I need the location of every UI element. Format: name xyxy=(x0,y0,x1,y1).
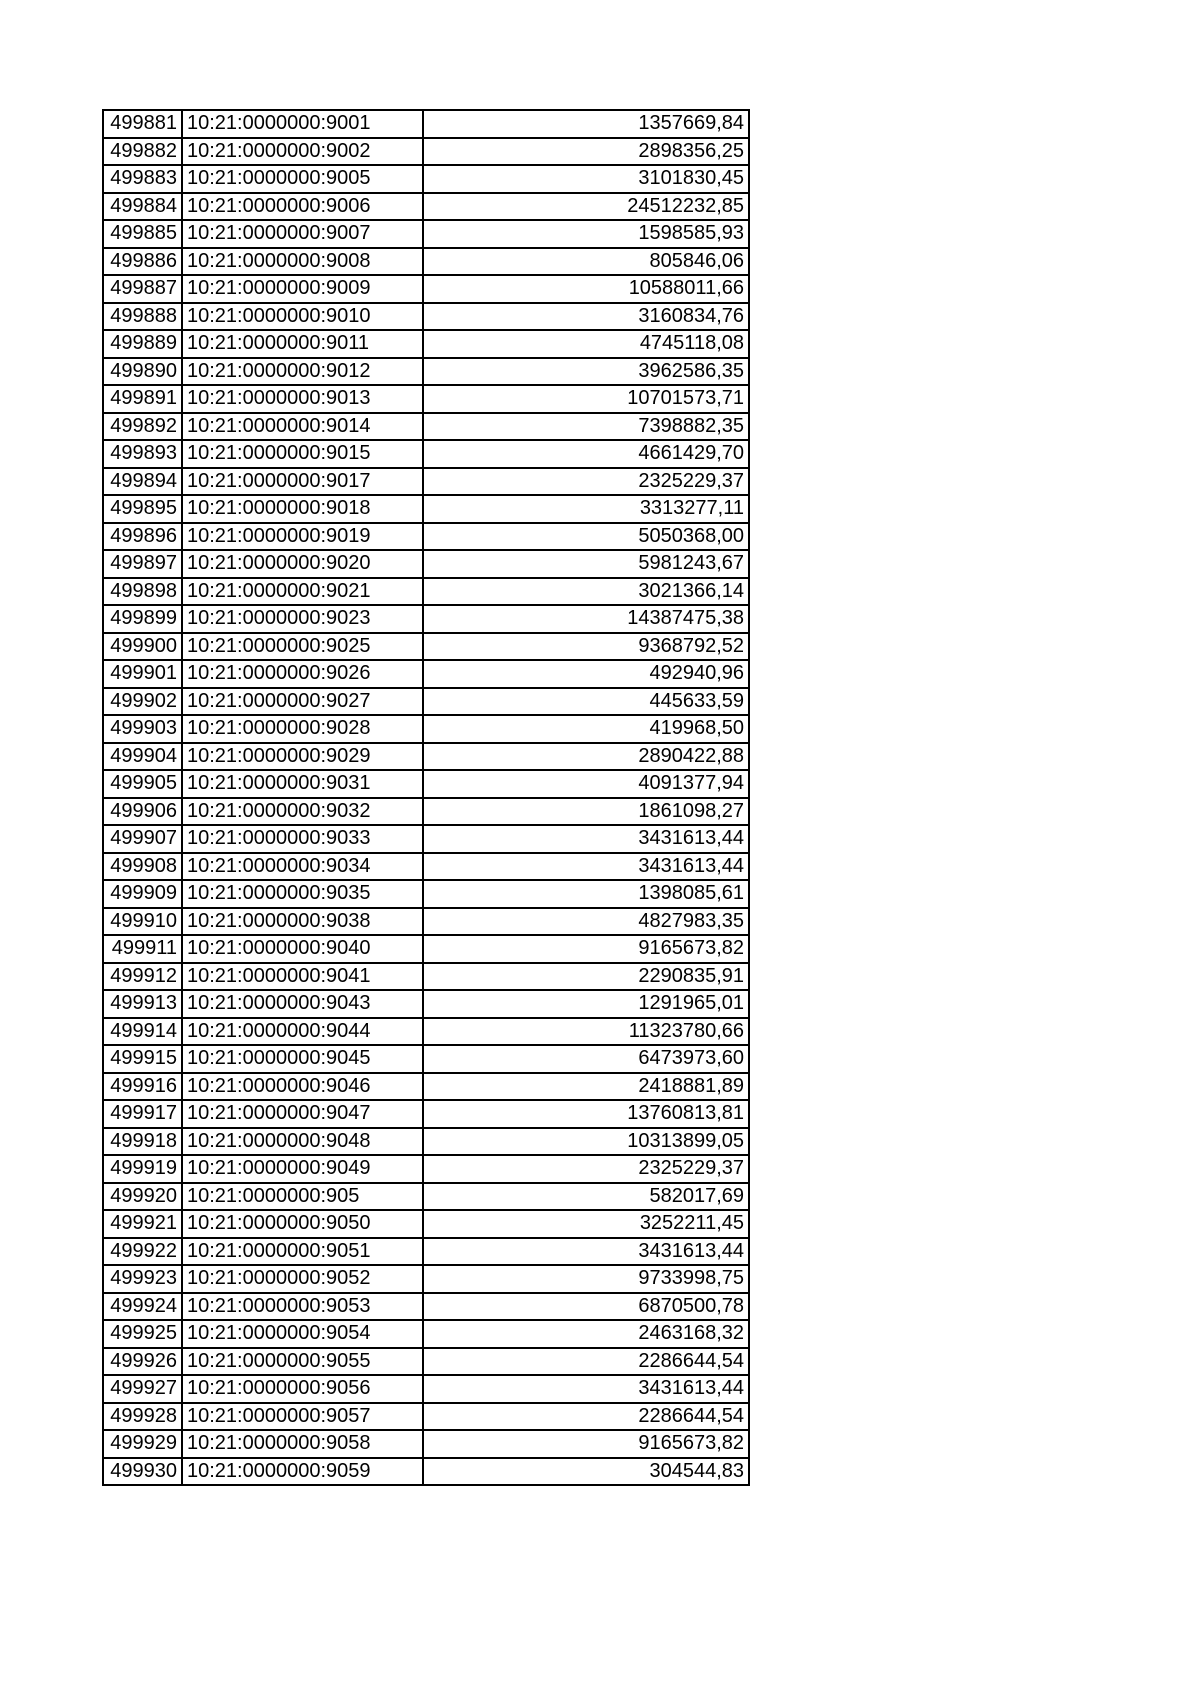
table-row xyxy=(103,1320,749,1348)
row-id-cell: 499915 xyxy=(103,1045,182,1073)
row-id-cell: 499907 xyxy=(103,825,182,853)
table-row xyxy=(103,688,749,716)
table-row xyxy=(103,330,749,358)
row-id-cell: 499887 xyxy=(103,275,182,303)
cadastral-code-cell: 10:21:0000000:9006 xyxy=(182,193,423,221)
row-id-cell: 499891 xyxy=(103,385,182,413)
cadastral-code-cell: 10:21:0000000:9054 xyxy=(182,1320,423,1348)
amount-cell: 1291965,01 xyxy=(423,990,749,1018)
cadastral-code-cell: 10:21:0000000:9019 xyxy=(182,523,423,551)
amount-cell: 9165673,82 xyxy=(423,935,749,963)
amount-cell: 3252211,45 xyxy=(423,1210,749,1238)
amount-cell: 13760813,81 xyxy=(423,1100,749,1128)
amount-cell: 4661429,70 xyxy=(423,440,749,468)
data-table xyxy=(102,109,750,1486)
table-row xyxy=(103,358,749,386)
cadastral-code-cell: 10:21:0000000:9011 xyxy=(182,330,423,358)
row-id-cell: 499908 xyxy=(103,853,182,881)
amount-cell: 3160834,76 xyxy=(423,303,749,331)
table-row xyxy=(103,275,749,303)
row-id-cell: 499882 xyxy=(103,138,182,166)
amount-cell: 24512232,85 xyxy=(423,193,749,221)
row-id-cell: 499909 xyxy=(103,880,182,908)
cadastral-code-cell: 10:21:0000000:9018 xyxy=(182,495,423,523)
row-id-cell: 499927 xyxy=(103,1375,182,1403)
cadastral-code-cell: 10:21:0000000:9010 xyxy=(182,303,423,331)
cadastral-code-cell: 10:21:0000000:9041 xyxy=(182,963,423,991)
table-row xyxy=(103,1100,749,1128)
amount-cell: 3431613,44 xyxy=(423,1238,749,1266)
row-id-cell: 499885 xyxy=(103,220,182,248)
table-row xyxy=(103,880,749,908)
amount-cell: 3431613,44 xyxy=(423,1375,749,1403)
table-row xyxy=(103,385,749,413)
row-id-cell: 499884 xyxy=(103,193,182,221)
table-row xyxy=(103,1265,749,1293)
amount-cell: 2463168,32 xyxy=(423,1320,749,1348)
cadastral-code-cell: 10:21:0000000:9034 xyxy=(182,853,423,881)
table-row xyxy=(103,1155,749,1183)
row-id-cell: 499917 xyxy=(103,1100,182,1128)
table-body xyxy=(103,110,749,1485)
row-id-cell: 499929 xyxy=(103,1430,182,1458)
amount-cell: 2290835,91 xyxy=(423,963,749,991)
table-row xyxy=(103,248,749,276)
amount-cell: 3962586,35 xyxy=(423,358,749,386)
amount-cell: 1398085,61 xyxy=(423,880,749,908)
table-row xyxy=(103,1238,749,1266)
cadastral-code-cell: 10:21:0000000:9023 xyxy=(182,605,423,633)
amount-cell: 7398882,35 xyxy=(423,413,749,441)
row-id-cell: 499913 xyxy=(103,990,182,1018)
table-row xyxy=(103,990,749,1018)
cadastral-code-cell: 10:21:0000000:9026 xyxy=(182,660,423,688)
amount-cell: 9733998,75 xyxy=(423,1265,749,1293)
row-id-cell: 499926 xyxy=(103,1348,182,1376)
table-row xyxy=(103,798,749,826)
cadastral-code-cell: 10:21:0000000:9052 xyxy=(182,1265,423,1293)
amount-cell: 304544,83 xyxy=(423,1458,749,1486)
table-row xyxy=(103,110,749,138)
table-row xyxy=(103,495,749,523)
table-row xyxy=(103,550,749,578)
table-row xyxy=(103,1375,749,1403)
row-id-cell: 499896 xyxy=(103,523,182,551)
cadastral-code-cell: 10:21:0000000:9057 xyxy=(182,1403,423,1431)
table-row xyxy=(103,1210,749,1238)
cadastral-code-cell: 10:21:0000000:9048 xyxy=(182,1128,423,1156)
row-id-cell: 499912 xyxy=(103,963,182,991)
amount-cell: 14387475,38 xyxy=(423,605,749,633)
cadastral-code-cell: 10:21:0000000:9014 xyxy=(182,413,423,441)
amount-cell: 419968,50 xyxy=(423,715,749,743)
cadastral-code-cell: 10:21:0000000:9047 xyxy=(182,1100,423,1128)
cadastral-code-cell: 10:21:0000000:9028 xyxy=(182,715,423,743)
row-id-cell: 499906 xyxy=(103,798,182,826)
row-id-cell: 499923 xyxy=(103,1265,182,1293)
row-id-cell: 499883 xyxy=(103,165,182,193)
cadastral-code-cell: 10:21:0000000:9055 xyxy=(182,1348,423,1376)
row-id-cell: 499890 xyxy=(103,358,182,386)
amount-cell: 3431613,44 xyxy=(423,825,749,853)
cadastral-code-cell: 10:21:0000000:9025 xyxy=(182,633,423,661)
row-id-cell: 499888 xyxy=(103,303,182,331)
row-id-cell: 499928 xyxy=(103,1403,182,1431)
table-row xyxy=(103,1183,749,1211)
row-id-cell: 499902 xyxy=(103,688,182,716)
row-id-cell: 499930 xyxy=(103,1458,182,1486)
amount-cell: 2286644,54 xyxy=(423,1348,749,1376)
cadastral-code-cell: 10:21:0000000:9001 xyxy=(182,110,423,138)
cadastral-code-cell: 10:21:0000000:9031 xyxy=(182,770,423,798)
table-row xyxy=(103,303,749,331)
table-row xyxy=(103,1430,749,1458)
amount-cell: 1357669,84 xyxy=(423,110,749,138)
amount-cell: 3313277,11 xyxy=(423,495,749,523)
cadastral-code-cell: 10:21:0000000:9033 xyxy=(182,825,423,853)
amount-cell: 805846,06 xyxy=(423,248,749,276)
amount-cell: 6473973,60 xyxy=(423,1045,749,1073)
amount-cell: 2286644,54 xyxy=(423,1403,749,1431)
amount-cell: 3021366,14 xyxy=(423,578,749,606)
cadastral-code-cell: 10:21:0000000:9045 xyxy=(182,1045,423,1073)
cadastral-code-cell: 10:21:0000000:9038 xyxy=(182,908,423,936)
table-row xyxy=(103,220,749,248)
row-id-cell: 499895 xyxy=(103,495,182,523)
table-row xyxy=(103,468,749,496)
amount-cell: 4091377,94 xyxy=(423,770,749,798)
cadastral-code-cell: 10:21:0000000:9058 xyxy=(182,1430,423,1458)
table-row xyxy=(103,825,749,853)
row-id-cell: 499898 xyxy=(103,578,182,606)
cadastral-code-cell: 10:21:0000000:9049 xyxy=(182,1155,423,1183)
cadastral-code-cell: 10:21:0000000:9056 xyxy=(182,1375,423,1403)
cadastral-code-cell: 10:21:0000000:9005 xyxy=(182,165,423,193)
table-row xyxy=(103,578,749,606)
amount-cell: 2325229,37 xyxy=(423,1155,749,1183)
row-id-cell: 499916 xyxy=(103,1073,182,1101)
amount-cell: 4745118,08 xyxy=(423,330,749,358)
cadastral-code-cell: 10:21:0000000:9021 xyxy=(182,578,423,606)
row-id-cell: 499914 xyxy=(103,1018,182,1046)
amount-cell: 2418881,89 xyxy=(423,1073,749,1101)
cadastral-code-cell: 10:21:0000000:9035 xyxy=(182,880,423,908)
amount-cell: 10701573,71 xyxy=(423,385,749,413)
row-id-cell: 499903 xyxy=(103,715,182,743)
row-id-cell: 499911 xyxy=(103,935,182,963)
amount-cell: 492940,96 xyxy=(423,660,749,688)
row-id-cell: 499886 xyxy=(103,248,182,276)
amount-cell: 2898356,25 xyxy=(423,138,749,166)
row-id-cell: 499925 xyxy=(103,1320,182,1348)
amount-cell: 2890422,88 xyxy=(423,743,749,771)
cadastral-code-cell: 10:21:0000000:9040 xyxy=(182,935,423,963)
table-row xyxy=(103,1073,749,1101)
row-id-cell: 499920 xyxy=(103,1183,182,1211)
amount-cell: 11323780,66 xyxy=(423,1018,749,1046)
table-row xyxy=(103,605,749,633)
table-row xyxy=(103,853,749,881)
row-id-cell: 499894 xyxy=(103,468,182,496)
cadastral-code-cell: 10:21:0000000:9053 xyxy=(182,1293,423,1321)
table-row xyxy=(103,1458,749,1486)
cadastral-code-cell: 10:21:0000000:9032 xyxy=(182,798,423,826)
amount-cell: 5050368,00 xyxy=(423,523,749,551)
table-row xyxy=(103,770,749,798)
cadastral-code-cell: 10:21:0000000:9013 xyxy=(182,385,423,413)
cadastral-code-cell: 10:21:0000000:9002 xyxy=(182,138,423,166)
row-id-cell: 499899 xyxy=(103,605,182,633)
table-row xyxy=(103,715,749,743)
cadastral-code-cell: 10:21:0000000:9015 xyxy=(182,440,423,468)
table-row xyxy=(103,908,749,936)
table-row xyxy=(103,440,749,468)
row-id-cell: 499897 xyxy=(103,550,182,578)
table-row xyxy=(103,1403,749,1431)
table-row xyxy=(103,963,749,991)
table-row xyxy=(103,1293,749,1321)
table-row xyxy=(103,1128,749,1156)
cadastral-code-cell: 10:21:0000000:9046 xyxy=(182,1073,423,1101)
row-id-cell: 499893 xyxy=(103,440,182,468)
amount-cell: 3431613,44 xyxy=(423,853,749,881)
table-row xyxy=(103,523,749,551)
row-id-cell: 499924 xyxy=(103,1293,182,1321)
row-id-cell: 499910 xyxy=(103,908,182,936)
row-id-cell: 499889 xyxy=(103,330,182,358)
amount-cell: 3101830,45 xyxy=(423,165,749,193)
row-id-cell: 499881 xyxy=(103,110,182,138)
row-id-cell: 499919 xyxy=(103,1155,182,1183)
row-id-cell: 499892 xyxy=(103,413,182,441)
row-id-cell: 499904 xyxy=(103,743,182,771)
amount-cell: 9165673,82 xyxy=(423,1430,749,1458)
cadastral-code-cell: 10:21:0000000:9008 xyxy=(182,248,423,276)
table-row xyxy=(103,413,749,441)
table-row xyxy=(103,1018,749,1046)
cadastral-code-cell: 10:21:0000000:9012 xyxy=(182,358,423,386)
table-row xyxy=(103,660,749,688)
table-row xyxy=(103,1348,749,1376)
cadastral-code-cell: 10:21:0000000:9017 xyxy=(182,468,423,496)
amount-cell: 1861098,27 xyxy=(423,798,749,826)
cadastral-code-cell: 10:21:0000000:9059 xyxy=(182,1458,423,1486)
cadastral-code-cell: 10:21:0000000:9029 xyxy=(182,743,423,771)
row-id-cell: 499922 xyxy=(103,1238,182,1266)
row-id-cell: 499905 xyxy=(103,770,182,798)
amount-cell: 4827983,35 xyxy=(423,908,749,936)
row-id-cell: 499921 xyxy=(103,1210,182,1238)
cadastral-code-cell: 10:21:0000000:9043 xyxy=(182,990,423,1018)
table-row xyxy=(103,165,749,193)
amount-cell: 10313899,05 xyxy=(423,1128,749,1156)
amount-cell: 6870500,78 xyxy=(423,1293,749,1321)
table-row xyxy=(103,193,749,221)
row-id-cell: 499900 xyxy=(103,633,182,661)
row-id-cell: 499918 xyxy=(103,1128,182,1156)
table-row xyxy=(103,138,749,166)
cadastral-code-cell: 10:21:0000000:9007 xyxy=(182,220,423,248)
table-row xyxy=(103,743,749,771)
amount-cell: 2325229,37 xyxy=(423,468,749,496)
cadastral-code-cell: 10:21:0000000:905 xyxy=(182,1183,423,1211)
cadastral-code-cell: 10:21:0000000:9050 xyxy=(182,1210,423,1238)
amount-cell: 10588011,66 xyxy=(423,275,749,303)
amount-cell: 1598585,93 xyxy=(423,220,749,248)
cadastral-code-cell: 10:21:0000000:9051 xyxy=(182,1238,423,1266)
table-row xyxy=(103,1045,749,1073)
table-row xyxy=(103,935,749,963)
table-row xyxy=(103,633,749,661)
cadastral-code-cell: 10:21:0000000:9020 xyxy=(182,550,423,578)
amount-cell: 9368792,52 xyxy=(423,633,749,661)
amount-cell: 5981243,67 xyxy=(423,550,749,578)
amount-cell: 445633,59 xyxy=(423,688,749,716)
cadastral-code-cell: 10:21:0000000:9009 xyxy=(182,275,423,303)
amount-cell: 582017,69 xyxy=(423,1183,749,1211)
cadastral-code-cell: 10:21:0000000:9027 xyxy=(182,688,423,716)
cadastral-code-cell: 10:21:0000000:9044 xyxy=(182,1018,423,1046)
row-id-cell: 499901 xyxy=(103,660,182,688)
